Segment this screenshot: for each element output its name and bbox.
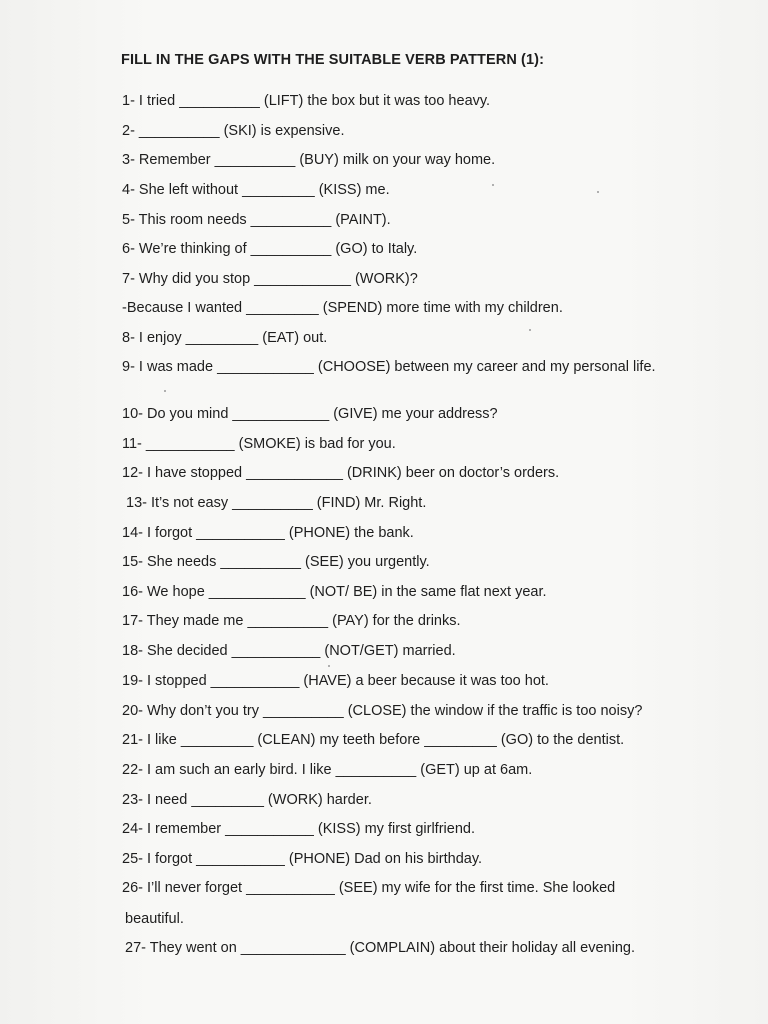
scan-speck <box>597 191 599 193</box>
exercise-line-20: 20- Why don’t you try __________ (CLOSE) the window if the traffic is too noisy? <box>122 703 643 719</box>
exercise-line-5: 5- This room needs __________ (PAINT). <box>122 212 391 228</box>
exercise-line-17: 17- They made me __________ (PAY) for the drinks. <box>122 613 461 629</box>
exercise-line-16: 16- We hope ____________ (NOT/ BE) in the same flat next year. <box>122 584 547 600</box>
exercise-line-11: 11- ___________ (SMOKE) is bad for you. <box>122 436 396 452</box>
exercise-line-23: 23- I need _________ (WORK) harder. <box>122 792 372 808</box>
exercise-line-12: 12- I have stopped ____________ (DRINK) beer on doctor’s orders. <box>122 465 560 481</box>
exercise-line-7: 7- Why did you stop ____________ (WORK)? <box>122 271 418 287</box>
exercise-line-14: 14- I forgot ___________ (PHONE) the bank. <box>122 525 414 541</box>
exercise-line-2: 2- __________ (SKI) is expensive. <box>122 123 345 139</box>
exercise-line-13: 13- It’s not easy __________ (FIND) Mr. Right. <box>126 495 427 511</box>
exercise-line-4: 4- She left without _________ (KISS) me. <box>122 182 390 198</box>
exercise-line-21: 21- I like _________ (CLEAN) my teeth before _________ (GO) to the dentist. <box>122 732 625 748</box>
exercise-line-10: 10- Do you mind ____________ (GIVE) me your address? <box>122 406 498 422</box>
exercise-line-18: 18- She decided ___________ (NOT/GET) married. <box>122 643 456 659</box>
exercise-line-24: 24- I remember ___________ (KISS) my first girlfriend. <box>122 821 475 837</box>
exercise-line-1: 1- I tried __________ (LIFT) the box but it was too heavy. <box>122 93 491 109</box>
scan-speck <box>328 665 330 667</box>
exercise-line-9: 9- I was made ____________ (CHOOSE) between my career and my personal life. <box>122 359 656 375</box>
scan-speck <box>492 184 494 186</box>
worksheet-title: FILL IN THE GAPS WITH THE SUITABLE VERB PATTERN (1): <box>121 52 545 68</box>
exercise-line-6: 6- We’re thinking of __________ (GO) to Italy. <box>122 241 418 257</box>
exercise-line-3: 3- Remember __________ (BUY) milk on your way home. <box>122 152 496 168</box>
exercise-line-15: 15- She needs __________ (SEE) you urgently. <box>122 554 430 570</box>
scan-speck <box>529 329 531 331</box>
exercise-line-7-answer: -Because I wanted _________ (SPEND) more time with my children. <box>122 300 563 316</box>
exercise-line-26: 26- I’ll never forget ___________ (SEE) my wife for the first time. She looked <box>122 880 616 896</box>
scan-speck <box>164 390 166 392</box>
exercise-line-22: 22- I am such an early bird. I like __________ (GET) up at 6am. <box>122 762 533 778</box>
exercise-line-19: 19- I stopped ___________ (HAVE) a beer because it was too hot. <box>122 673 549 689</box>
exercise-line-26-continued: beautiful. <box>125 911 184 927</box>
exercise-line-25: 25- I forgot ___________ (PHONE) Dad on his birthday. <box>122 851 483 867</box>
exercise-line-27: 27- They went on _____________ (COMPLAIN) about their holiday all evening. <box>125 940 635 956</box>
exercise-line-8: 8- I enjoy _________ (EAT) out. <box>122 330 328 346</box>
